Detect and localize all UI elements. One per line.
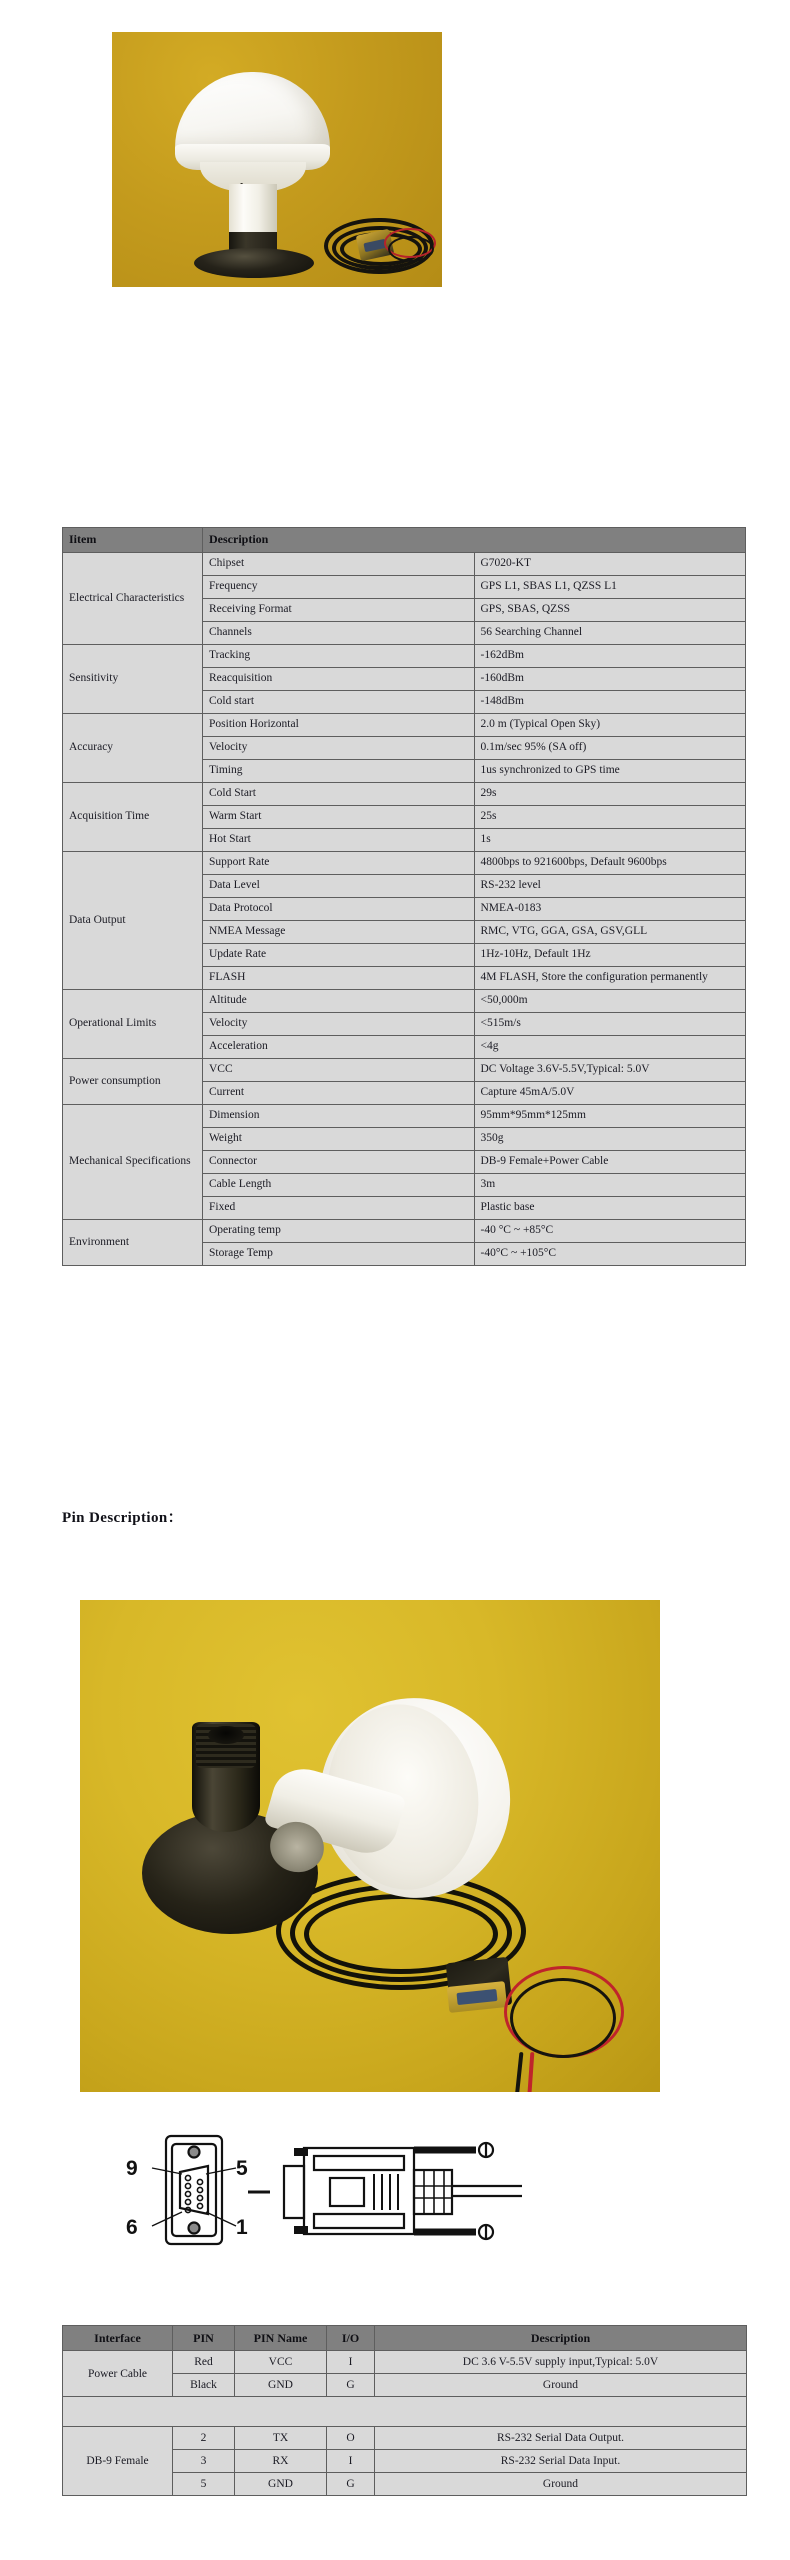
pin-description: DC 3.6 V-5.5V supply input,Typical: 5.0V: [375, 2351, 747, 2374]
spec-value: -148dBm: [474, 691, 746, 714]
pin-description: Ground: [375, 2374, 747, 2397]
pin-description: RS-232 Serial Data Input.: [375, 2450, 747, 2473]
spec-sub-label: Warm Start: [203, 806, 475, 829]
spec-sub-label: VCC: [203, 1059, 475, 1082]
spec-sub-label: Reacquisition: [203, 668, 475, 691]
spec-value: 56 Searching Channel: [474, 622, 746, 645]
pin-header-pin-name: PIN Name: [235, 2326, 327, 2351]
spec-table-row: [63, 645, 746, 668]
pin-number: Black: [173, 2374, 235, 2397]
spec-header-description: Description: [203, 528, 746, 553]
spec-sub-label: NMEA Message: [203, 921, 475, 944]
spec-sub-label: Operating temp: [203, 1220, 475, 1243]
spec-value: Capture 45mA/5.0V: [474, 1082, 746, 1105]
spec-sub-label: Fixed: [203, 1197, 475, 1220]
spec-sub-label: Receiving Format: [203, 599, 475, 622]
spec-value: NMEA-0183: [474, 898, 746, 921]
spec-value: -162dBm: [474, 645, 746, 668]
pin-header-pin: PIN: [173, 2326, 235, 2351]
spec-value: <515m/s: [474, 1013, 746, 1036]
spec-group-label: Data Output: [63, 852, 203, 990]
spec-value: 29s: [474, 783, 746, 806]
spec-sub-label: Cable Length: [203, 1174, 475, 1197]
spec-value: 25s: [474, 806, 746, 829]
pin-io: O: [327, 2427, 375, 2450]
pin-io: I: [327, 2450, 375, 2473]
pin-header-description: Description: [375, 2326, 747, 2351]
pin-number: 3: [173, 2450, 235, 2473]
spec-table-row: [63, 1059, 746, 1082]
spec-table-row: [63, 1220, 746, 1243]
spec-value: 0.1m/sec 95% (SA off): [474, 737, 746, 760]
spec-sub-label: Update Rate: [203, 944, 475, 967]
spec-sub-label: Current: [203, 1082, 475, 1105]
pin-io: G: [327, 2374, 375, 2397]
spec-sub-label: Data Protocol: [203, 898, 475, 921]
spec-value: -40°C ~ +105°C: [474, 1243, 746, 1266]
spec-group-label: Mechanical Specifications: [63, 1105, 203, 1220]
spec-group-label: Operational Limits: [63, 990, 203, 1059]
spec-group-label: Sensitivity: [63, 645, 203, 714]
pin-description-heading: Pin Description：: [62, 1510, 183, 1526]
spec-sub-label: Frequency: [203, 576, 475, 599]
pin-header-interface: Interface: [63, 2326, 173, 2351]
spec-sub-label: Acceleration: [203, 1036, 475, 1059]
pin-table-header-row: [63, 2326, 747, 2351]
spec-sub-label: Timing: [203, 760, 475, 783]
spec-value: RMC, VTG, GGA, GSA, GSV,GLL: [474, 921, 746, 944]
spec-value: 1s: [474, 829, 746, 852]
spec-value: DB-9 Female+Power Cable: [474, 1151, 746, 1174]
pin-io: I: [327, 2351, 375, 2374]
black-power-lead: [388, 236, 434, 262]
pin-table-row: [63, 2427, 747, 2450]
spec-table-row: [63, 553, 746, 576]
spec-sub-label: Tracking: [203, 645, 475, 668]
spec-value: GPS L1, SBAS L1, QZSS L1: [474, 576, 746, 599]
black-power-lead: [510, 1978, 616, 2058]
spec-value: RS-232 level: [474, 875, 746, 898]
spec-value: 4800bps to 921600bps, Default 9600bps: [474, 852, 746, 875]
spec-value: 2.0 m (Typical Open Sky): [474, 714, 746, 737]
mounting-base-bore: [208, 1726, 244, 1744]
db9-label-1: 1: [236, 2216, 248, 2239]
pin-header-io: I/O: [327, 2326, 375, 2351]
spec-table-body: [63, 553, 746, 1266]
product-photo-antenna-exploded: [80, 1600, 660, 2092]
spec-sub-label: Altitude: [203, 990, 475, 1013]
db9-label-5: 5: [236, 2157, 248, 2180]
spec-sub-label: Support Rate: [203, 852, 475, 875]
spec-sub-label: Dimension: [203, 1105, 475, 1128]
spec-sub-label: FLASH: [203, 967, 475, 990]
pin-name: GND: [235, 2374, 327, 2397]
pin-interface-label: Power Cable: [63, 2351, 173, 2397]
spec-sub-label: Connector: [203, 1151, 475, 1174]
pin-name: VCC: [235, 2351, 327, 2374]
db9-socket: [456, 1989, 497, 2005]
specification-table: [62, 527, 746, 1266]
spec-group-label: Accuracy: [63, 714, 203, 783]
pin-description-table: [62, 2325, 747, 2496]
antenna-base: [194, 248, 314, 278]
spec-sub-label: Velocity: [203, 737, 475, 760]
spec-table-row: [63, 1105, 746, 1128]
spec-value: 95mm*95mm*125mm: [474, 1105, 746, 1128]
pin-table-body: [63, 2351, 747, 2496]
spec-group-label: Acquisition Time: [63, 783, 203, 852]
spec-table-row: [63, 714, 746, 737]
spec-sub-label: Cold start: [203, 691, 475, 714]
spec-value: <4g: [474, 1036, 746, 1059]
db9-pinout-diagram: [108, 2130, 528, 2250]
pin-number: Red: [173, 2351, 235, 2374]
pin-table-spacer-row: [63, 2397, 747, 2427]
pin-description: Ground: [375, 2473, 747, 2496]
spec-sub-label: Channels: [203, 622, 475, 645]
pin-number: 5: [173, 2473, 235, 2496]
spec-table-row: [63, 783, 746, 806]
spec-table-row: [63, 990, 746, 1013]
pin-table-row: [63, 2351, 747, 2374]
spec-sub-label: Chipset: [203, 553, 475, 576]
spec-sub-label: Data Level: [203, 875, 475, 898]
product-photo-antenna-assembled: [112, 32, 442, 287]
spec-value: <50,000m: [474, 990, 746, 1013]
spec-value: GPS, SBAS, QZSS: [474, 599, 746, 622]
pin-name: TX: [235, 2427, 327, 2450]
spec-sub-label: Position Horizontal: [203, 714, 475, 737]
spec-group-label: Electrical Characteristics: [63, 553, 203, 645]
pin-name: RX: [235, 2450, 327, 2473]
spec-group-label: Environment: [63, 1220, 203, 1266]
pin-description: RS-232 Serial Data Output.: [375, 2427, 747, 2450]
spec-sub-label: Velocity: [203, 1013, 475, 1036]
pin-name: GND: [235, 2473, 327, 2496]
spec-value: 1Hz-10Hz, Default 1Hz: [474, 944, 746, 967]
spec-sub-label: Weight: [203, 1128, 475, 1151]
spec-value: 1us synchronized to GPS time: [474, 760, 746, 783]
spec-value: DC Voltage 3.6V-5.5V,Typical: 5.0V: [474, 1059, 746, 1082]
pin-io: G: [327, 2473, 375, 2496]
spec-value: 4M FLASH, Store the configuration permanently: [474, 967, 746, 990]
spec-group-label: Power consumption: [63, 1059, 203, 1105]
spec-sub-label: Cold Start: [203, 783, 475, 806]
spec-table-row: [63, 852, 746, 875]
spec-value: 3m: [474, 1174, 746, 1197]
spec-header-item: Iitem: [63, 528, 203, 553]
spec-value: Plastic base: [474, 1197, 746, 1220]
spec-table-header-row: [63, 528, 746, 553]
spec-sub-label: Hot Start: [203, 829, 475, 852]
spec-value: -160dBm: [474, 668, 746, 691]
spec-value: G7020-KT: [474, 553, 746, 576]
db9-label-9: 9: [126, 2157, 138, 2180]
spec-value: -40 °C ~ +85°C: [474, 1220, 746, 1243]
pin-table-spacer-cell: [63, 2397, 747, 2427]
spec-sub-label: Storage Temp: [203, 1243, 475, 1266]
pin-interface-label: DB-9 Female: [63, 2427, 173, 2496]
db9-label-6: 6: [126, 2216, 138, 2239]
spec-value: 350g: [474, 1128, 746, 1151]
pin-number: 2: [173, 2427, 235, 2450]
